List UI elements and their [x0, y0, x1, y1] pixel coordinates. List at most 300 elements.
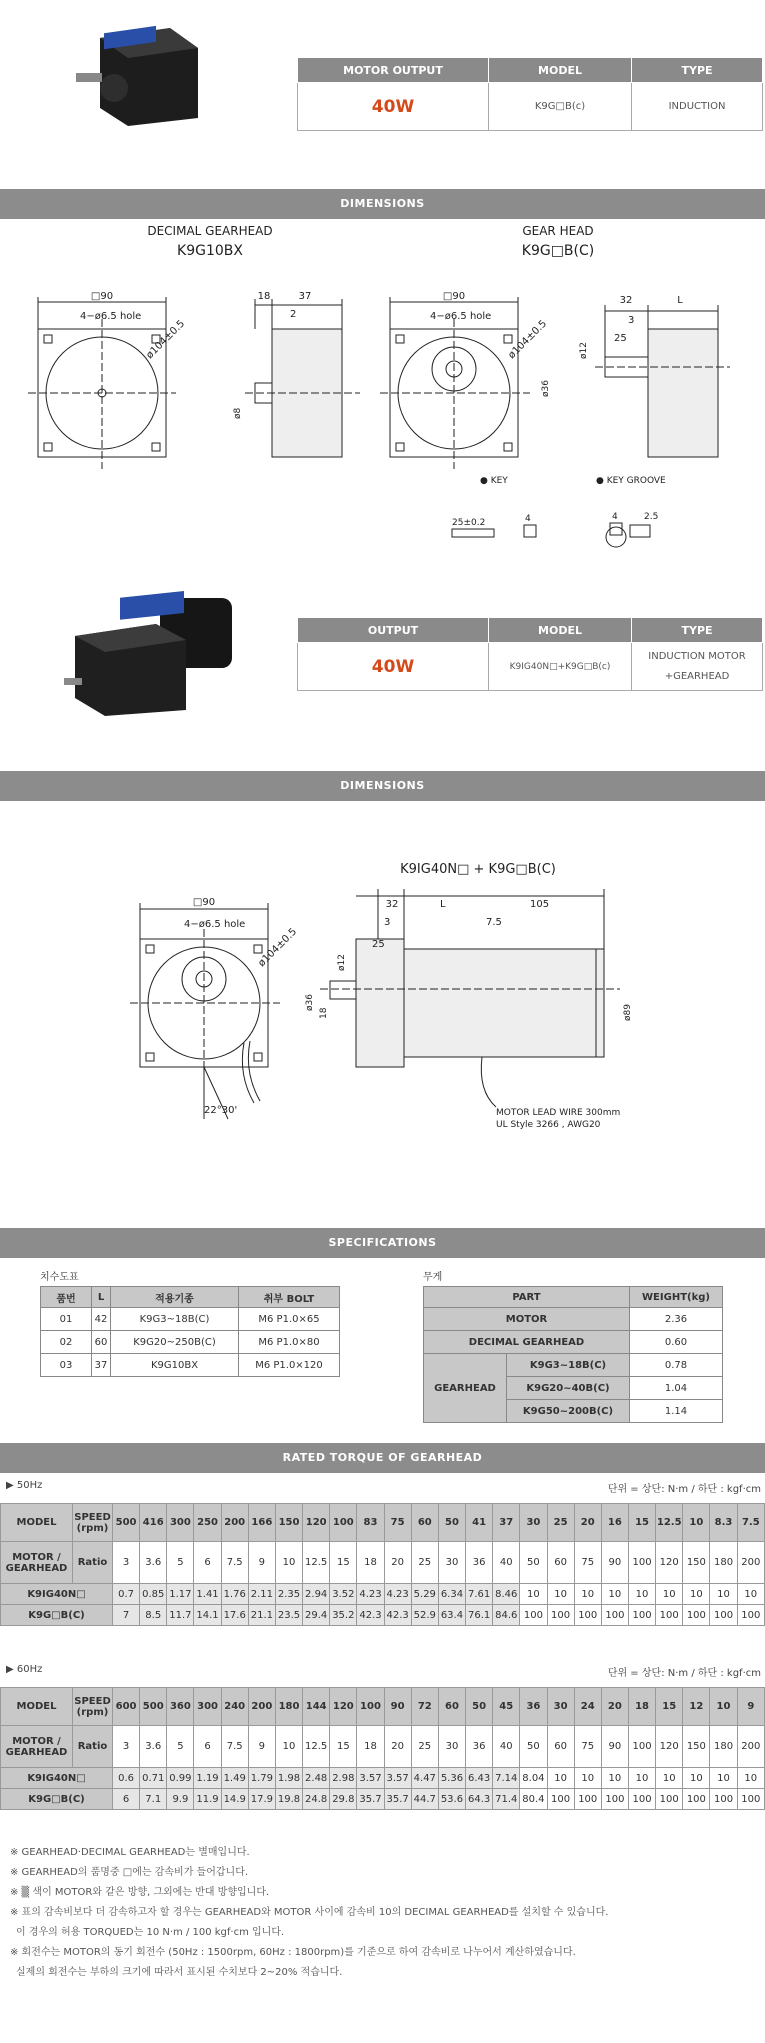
svg-text:GEAR HEAD: GEAR HEAD	[522, 224, 594, 238]
speed-cell: 100	[357, 1688, 384, 1726]
torque-cell: 4.47	[411, 1768, 438, 1789]
row-model: K9G□B(C)	[1, 1789, 113, 1810]
torque-cell: 42.3	[357, 1605, 384, 1626]
speed-cell: 120	[330, 1688, 357, 1726]
cell: 37	[92, 1354, 111, 1377]
svg-text:L: L	[440, 899, 446, 910]
speed-cell: 45	[493, 1688, 520, 1726]
ratio-cell: 15	[330, 1542, 357, 1584]
torque-cell: 0.6	[113, 1768, 140, 1789]
torque-cell: 7.61	[466, 1584, 493, 1605]
model-label: MODEL	[1, 1688, 73, 1726]
dimensions-bar-1: DIMENSIONS	[0, 189, 765, 219]
ratio-cell: 30	[438, 1726, 465, 1768]
torque-cell: 0.85	[140, 1584, 167, 1605]
note-5: 이 경우의 허용 TORQUED는 10 N·m / 100 kgf·cm 입니다.	[16, 1927, 285, 1938]
torque-cell: 100	[574, 1605, 601, 1626]
speed-cell: 15	[628, 1504, 655, 1542]
ratio-cell: 90	[601, 1542, 628, 1584]
torque-cell: 2.48	[303, 1768, 330, 1789]
torque-cell: 100	[547, 1789, 574, 1810]
torque-cell: 1.19	[194, 1768, 221, 1789]
speed-cell: 30	[547, 1688, 574, 1726]
motor-weight: 2.36	[630, 1308, 723, 1331]
torque-cell: 29.8	[330, 1789, 357, 1810]
ratio-cell: 75	[574, 1726, 601, 1768]
torque-cell: 1.17	[167, 1584, 194, 1605]
svg-text:3: 3	[628, 315, 635, 326]
torque-cell: 5.29	[411, 1584, 438, 1605]
speed-cell: 240	[221, 1688, 248, 1726]
decimal-weight: 0.60	[630, 1331, 723, 1354]
torque-cell: 71.4	[493, 1789, 520, 1810]
rated-torque-bar: RATED TORQUE OF GEARHEAD	[0, 1443, 765, 1473]
header-type: TYPE	[632, 618, 763, 643]
torque-cell: 35.7	[357, 1789, 384, 1810]
speed-cell: 144	[303, 1688, 330, 1726]
note-2: ※ GEARHEAD의 품명중 □에는 감속비가 들어갑니다.	[10, 1867, 249, 1878]
speed-cell: 200	[248, 1688, 275, 1726]
ratio-cell: 25	[411, 1726, 438, 1768]
cell: M6 P1.0×80	[239, 1331, 340, 1354]
type-line-2: +GEARHEAD	[664, 670, 730, 682]
torque-cell: 35.2	[330, 1605, 357, 1626]
torque-cell: 44.7	[411, 1789, 438, 1810]
torque-cell: 7	[113, 1605, 140, 1626]
ratio-cell: 6	[194, 1726, 221, 1768]
torque-cell: 3.52	[330, 1584, 357, 1605]
weight-table-caption: 무게	[423, 1272, 443, 1283]
svg-text:UL Style 3266 , AWG20: UL Style 3266 , AWG20	[496, 1120, 601, 1130]
ratio-cell: 7.5	[221, 1726, 248, 1768]
hz60-label: ▶ 60Hz	[6, 1664, 43, 1675]
row-motor: MOTOR	[424, 1308, 630, 1331]
svg-text:ø12: ø12	[579, 342, 589, 359]
ratio-cell: 18	[357, 1542, 384, 1584]
col-part: PART	[424, 1287, 630, 1308]
speed-cell: 60	[438, 1688, 465, 1726]
dimension-drawing-2	[0, 801, 765, 1221]
svg-text:4−ø6.5 hole: 4−ø6.5 hole	[80, 311, 142, 322]
torque-cell: 6	[113, 1789, 140, 1810]
ratio-cell: 60	[547, 1726, 574, 1768]
speed-cell: 24	[574, 1688, 601, 1726]
speed-cell: 83	[357, 1504, 384, 1542]
ratio-cell: 180	[710, 1726, 737, 1768]
header-motor-output: MOTOR OUTPUT	[298, 58, 489, 83]
speed-cell: 600	[113, 1688, 140, 1726]
model-value: K9IG40N□+K9G□B(c)	[489, 643, 632, 691]
cell: M6 P1.0×120	[239, 1354, 340, 1377]
ratio-cell: 3	[113, 1726, 140, 1768]
speed-label: SPEED (rpm)	[73, 1688, 113, 1726]
torque-cell: 7.14	[493, 1768, 520, 1789]
torque-cell: 1.98	[275, 1768, 302, 1789]
svg-text:25: 25	[614, 333, 627, 344]
dimension-table-caption: 치수도표	[40, 1272, 79, 1283]
torque-cell: 29.4	[303, 1605, 330, 1626]
torque-cell: 14.9	[221, 1789, 248, 1810]
col-model: 적용기종	[111, 1287, 239, 1308]
table-row	[41, 1331, 340, 1354]
ratio-cell: 150	[683, 1542, 710, 1584]
ratio-cell: 50	[520, 1542, 547, 1584]
cell: 60	[92, 1331, 111, 1354]
speed-cell: 20	[601, 1688, 628, 1726]
unit-label-60: 단위 = 상단: N·m / 하단 : kgf·cm	[607, 1668, 761, 1679]
torque-cell: 21.1	[248, 1605, 275, 1626]
ratio-cell: 50	[520, 1726, 547, 1768]
ratio-label: Ratio	[73, 1542, 113, 1584]
cell: 03	[41, 1354, 92, 1377]
torque-cell: 0.71	[140, 1768, 167, 1789]
torque-cell: 17.6	[221, 1605, 248, 1626]
ratio-cell: 180	[710, 1542, 737, 1584]
torque-cell: 100	[547, 1605, 574, 1626]
svg-text:ø12: ø12	[337, 954, 347, 971]
torque-cell: 3.57	[384, 1768, 411, 1789]
torque-table-60hz	[0, 1687, 765, 1810]
torque-cell: 0.99	[167, 1768, 194, 1789]
svg-text:ø104±0.5: ø104±0.5	[256, 926, 300, 970]
svg-text:18: 18	[319, 1007, 329, 1019]
torque-cell: 4.23	[384, 1584, 411, 1605]
type-value: INDUCTION	[632, 83, 763, 131]
torque-cell: 10	[574, 1768, 601, 1789]
svg-text:● KEY GROOVE: ● KEY GROOVE	[596, 476, 666, 486]
torque-cell: 100	[683, 1605, 710, 1626]
ratio-cell: 10	[275, 1542, 302, 1584]
speed-cell: 500	[140, 1688, 167, 1726]
torque-cell: 10	[683, 1768, 710, 1789]
speed-label: SPEED (rpm)	[73, 1504, 113, 1542]
speed-cell: 120	[303, 1504, 330, 1542]
unit-label-50: 단위 = 상단: N·m / 하단 : kgf·cm	[607, 1484, 761, 1495]
svg-text:□90: □90	[192, 897, 216, 908]
motor-output-table-1	[297, 57, 763, 131]
cell: K9G20~250B(C)	[111, 1331, 239, 1354]
speed-cell: 7.5	[737, 1504, 764, 1542]
speed-cell: 18	[628, 1688, 655, 1726]
col-bolt: 취부 BOLT	[239, 1287, 340, 1308]
dimension-drawing-1	[0, 219, 765, 579]
dimensions-bar-2: DIMENSIONS	[0, 771, 765, 801]
speed-cell: 10	[683, 1504, 710, 1542]
gearhead-range: K9G20~40B(C)	[507, 1377, 630, 1400]
ratio-cell: 3	[113, 1542, 140, 1584]
torque-cell: 10	[601, 1584, 628, 1605]
svg-text:ø89: ø89	[623, 1004, 633, 1021]
torque-cell: 63.4	[438, 1605, 465, 1626]
svg-text:32: 32	[619, 295, 633, 306]
speed-cell: 500	[113, 1504, 140, 1542]
ratio-cell: 36	[466, 1542, 493, 1584]
gearhead-weight: 0.78	[630, 1354, 723, 1377]
cell: 02	[41, 1331, 92, 1354]
torque-cell: 10	[683, 1584, 710, 1605]
speed-cell: 16	[601, 1504, 628, 1542]
torque-cell: 4.23	[357, 1584, 384, 1605]
torque-cell: 19.8	[275, 1789, 302, 1810]
col-weight: WEIGHT(kg)	[630, 1287, 723, 1308]
torque-cell: 100	[656, 1789, 683, 1810]
weight-table	[423, 1286, 723, 1423]
torque-cell: 100	[520, 1605, 547, 1626]
ratio-cell: 40	[493, 1726, 520, 1768]
speed-cell: 41	[466, 1504, 493, 1542]
speed-cell: 300	[194, 1688, 221, 1726]
speed-cell: 8.3	[710, 1504, 737, 1542]
ratio-cell: 5	[167, 1726, 194, 1768]
torque-cell: 11.7	[167, 1605, 194, 1626]
speed-cell: 20	[574, 1504, 601, 1542]
torque-cell: 17.9	[248, 1789, 275, 1810]
torque-cell: 0.7	[113, 1584, 140, 1605]
ratio-cell: 9	[248, 1726, 275, 1768]
torque-cell: 100	[737, 1789, 764, 1810]
torque-cell: 10	[547, 1584, 574, 1605]
header-model: MODEL	[489, 618, 632, 643]
ratio-cell: 9	[248, 1542, 275, 1584]
output-value: 40W	[298, 83, 489, 131]
table-row	[41, 1308, 340, 1331]
svg-text:K9IG40N□ + K9G□B(C): K9IG40N□ + K9G□B(C)	[400, 862, 556, 877]
ratio-cell: 25	[411, 1542, 438, 1584]
torque-cell: 10	[710, 1584, 737, 1605]
hz50-label: ▶ 50Hz	[6, 1480, 43, 1491]
gearhead-range: K9G50~200B(C)	[507, 1400, 630, 1423]
svg-text:DECIMAL GEARHEAD: DECIMAL GEARHEAD	[147, 224, 273, 238]
specifications-bar: SPECIFICATIONS	[0, 1228, 765, 1258]
torque-cell: 10	[710, 1768, 737, 1789]
torque-cell: 2.94	[303, 1584, 330, 1605]
torque-cell: 100	[710, 1605, 737, 1626]
torque-cell: 6.43	[466, 1768, 493, 1789]
svg-text:□90: □90	[90, 291, 114, 302]
row-decimal-gearhead: DECIMAL GEARHEAD	[424, 1331, 630, 1354]
torque-cell: 100	[628, 1605, 655, 1626]
torque-cell: 2.11	[248, 1584, 275, 1605]
table-row	[41, 1354, 340, 1377]
speed-cell: 180	[275, 1688, 302, 1726]
speed-cell: 15	[656, 1688, 683, 1726]
speed-cell: 9	[737, 1688, 764, 1726]
torque-cell: 10	[520, 1584, 547, 1605]
torque-cell: 10	[628, 1584, 655, 1605]
ratio-label: Ratio	[73, 1726, 113, 1768]
col-part-no: 품번	[41, 1287, 92, 1308]
ratio-cell: 100	[628, 1542, 655, 1584]
note-4: ※ 표의 감속비보다 더 감속하고자 할 경우는 GEARHEAD와 MOTOR 사이에 감속비 10의 DECIMAL GEARHEAD를 설치할 수 있습니다.	[10, 1907, 609, 1918]
torque-cell: 100	[710, 1789, 737, 1810]
model-value: K9G□B(c)	[489, 83, 632, 131]
speed-cell: 12	[683, 1688, 710, 1726]
torque-cell: 84.6	[493, 1605, 520, 1626]
header-output: OUTPUT	[298, 618, 489, 643]
speed-cell: 60	[411, 1504, 438, 1542]
speed-cell: 75	[384, 1504, 411, 1542]
torque-cell: 100	[574, 1789, 601, 1810]
torque-cell: 2.35	[275, 1584, 302, 1605]
cell: K9G10BX	[111, 1354, 239, 1377]
cell: M6 P1.0×65	[239, 1308, 340, 1331]
cell: 01	[41, 1308, 92, 1331]
speed-cell: 90	[384, 1688, 411, 1726]
svg-text:32: 32	[385, 899, 399, 910]
ratio-cell: 3.6	[140, 1542, 167, 1584]
ratio-cell: 20	[384, 1542, 411, 1584]
torque-cell: 7.1	[140, 1789, 167, 1810]
svg-text:25: 25	[372, 939, 385, 950]
torque-cell: 53.6	[438, 1789, 465, 1810]
torque-cell: 1.76	[221, 1584, 248, 1605]
torque-cell: 100	[601, 1789, 628, 1810]
svg-text:ø36: ø36	[305, 994, 315, 1011]
svg-text:ø104±0.5: ø104±0.5	[144, 318, 188, 362]
gearhead-range: K9G3~18B(C)	[507, 1354, 630, 1377]
ratio-cell: 3.6	[140, 1726, 167, 1768]
speed-cell: 12.5	[656, 1504, 683, 1542]
torque-cell: 8.04	[520, 1768, 547, 1789]
torque-cell: 100	[628, 1789, 655, 1810]
ratio-cell: 200	[737, 1542, 764, 1584]
speed-cell: 416	[140, 1504, 167, 1542]
torque-cell: 76.1	[466, 1605, 493, 1626]
torque-cell: 8.46	[493, 1584, 520, 1605]
note-7: 실제의 회전수는 부하의 크기에 따라서 표시된 수치보다 2~20% 적습니다.	[16, 1967, 343, 1978]
torque-cell: 8.5	[140, 1605, 167, 1626]
svg-text:2.5: 2.5	[644, 512, 659, 522]
torque-cell: 10	[737, 1584, 764, 1605]
svg-text:□90: □90	[442, 291, 466, 302]
svg-text:K9G10BX: K9G10BX	[177, 243, 243, 259]
torque-cell: 3.57	[357, 1768, 384, 1789]
col-length: L	[92, 1287, 111, 1308]
ratio-cell: 30	[438, 1542, 465, 1584]
torque-cell: 24.8	[303, 1789, 330, 1810]
torque-cell: 10	[656, 1584, 683, 1605]
speed-cell: 100	[330, 1504, 357, 1542]
svg-text:ø36: ø36	[541, 380, 551, 397]
motor-gearhead-label: MOTOR / GEARHEAD	[1, 1542, 73, 1584]
ratio-cell: 200	[737, 1726, 764, 1768]
svg-text:25±0.2: 25±0.2	[452, 518, 486, 528]
ratio-cell: 5	[167, 1542, 194, 1584]
row-gearhead: GEARHEAD	[424, 1354, 507, 1423]
svg-text:● KEY: ● KEY	[480, 476, 508, 486]
cell: 42	[92, 1308, 111, 1331]
gearhead-product-image	[70, 18, 210, 128]
ratio-cell: 12.5	[303, 1542, 330, 1584]
torque-cell: 1.79	[248, 1768, 275, 1789]
speed-cell: 150	[275, 1504, 302, 1542]
svg-text:2: 2	[290, 309, 297, 320]
speed-cell: 30	[520, 1504, 547, 1542]
ratio-cell: 90	[601, 1726, 628, 1768]
speed-cell: 300	[167, 1504, 194, 1542]
torque-cell: 10	[628, 1768, 655, 1789]
torque-cell: 35.7	[384, 1789, 411, 1810]
ratio-cell: 15	[330, 1726, 357, 1768]
svg-text:ø104±0.5: ø104±0.5	[506, 318, 550, 362]
motor-gearhead-label: MOTOR / GEARHEAD	[1, 1726, 73, 1768]
gearhead-weight: 1.04	[630, 1377, 723, 1400]
torque-cell: 11.9	[194, 1789, 221, 1810]
torque-cell: 9.9	[167, 1789, 194, 1810]
svg-text:L: L	[677, 295, 683, 306]
speed-cell: 360	[167, 1688, 194, 1726]
ratio-cell: 60	[547, 1542, 574, 1584]
torque-cell: 14.1	[194, 1605, 221, 1626]
svg-text:37: 37	[298, 291, 312, 302]
svg-text:4−ø6.5 hole: 4−ø6.5 hole	[184, 919, 246, 930]
row-model: K9IG40N□	[1, 1768, 113, 1789]
svg-text:ø8: ø8	[233, 407, 243, 419]
output-value: 40W	[298, 643, 489, 691]
header-type: TYPE	[632, 58, 763, 83]
svg-text:4: 4	[612, 512, 618, 522]
svg-text:22°30': 22°30'	[204, 1105, 238, 1116]
torque-cell: 100	[683, 1789, 710, 1810]
ratio-cell: 6	[194, 1542, 221, 1584]
torque-cell: 10	[574, 1584, 601, 1605]
ratio-cell: 100	[628, 1726, 655, 1768]
gearhead-weight: 1.14	[630, 1400, 723, 1423]
svg-text:4: 4	[525, 514, 531, 524]
ratio-cell: 7.5	[221, 1542, 248, 1584]
speed-cell: 36	[520, 1688, 547, 1726]
torque-cell: 52.9	[411, 1605, 438, 1626]
cell: K9G3~18B(C)	[111, 1308, 239, 1331]
speed-cell: 250	[194, 1504, 221, 1542]
ratio-cell: 20	[384, 1726, 411, 1768]
ratio-cell: 40	[493, 1542, 520, 1584]
speed-cell: 50	[466, 1688, 493, 1726]
torque-cell: 10	[737, 1768, 764, 1789]
torque-cell: 6.34	[438, 1584, 465, 1605]
speed-cell: 166	[248, 1504, 275, 1542]
ratio-cell: 150	[683, 1726, 710, 1768]
row-model: K9G□B(C)	[1, 1605, 113, 1626]
torque-cell: 100	[737, 1605, 764, 1626]
torque-cell: 1.41	[194, 1584, 221, 1605]
torque-cell: 64.3	[466, 1789, 493, 1810]
torque-table-50hz	[0, 1503, 765, 1626]
ratio-cell: 120	[656, 1542, 683, 1584]
motor-output-table-2	[297, 617, 763, 691]
torque-cell: 10	[656, 1768, 683, 1789]
type-line-1: INDUCTION MOTOR	[648, 650, 746, 662]
svg-text:18: 18	[257, 291, 271, 302]
torque-cell: 10	[547, 1768, 574, 1789]
motor-gearhead-product-image	[60, 588, 240, 718]
header-model: MODEL	[489, 58, 632, 83]
svg-text:7.5: 7.5	[486, 917, 502, 928]
torque-cell: 23.5	[275, 1605, 302, 1626]
ratio-cell: 12.5	[303, 1726, 330, 1768]
note-6: ※ 회전수는 MOTOR의 동기 회전수 (50Hz : 1500rpm, 60Hz : 1800rpm)를 기준으로 하여 감속비로 나누어서 계산하였습니다.	[10, 1947, 576, 1958]
torque-cell: 2.98	[330, 1768, 357, 1789]
note-1: ※ GEARHEAD·DECIMAL GEARHEAD는 별매입니다.	[10, 1847, 250, 1858]
ratio-cell: 120	[656, 1726, 683, 1768]
speed-cell: 72	[411, 1688, 438, 1726]
model-label: MODEL	[1, 1504, 73, 1542]
torque-cell: 80.4	[520, 1789, 547, 1810]
ratio-cell: 75	[574, 1542, 601, 1584]
svg-text:105: 105	[530, 899, 550, 910]
ratio-cell: 10	[275, 1726, 302, 1768]
torque-cell: 10	[601, 1768, 628, 1789]
